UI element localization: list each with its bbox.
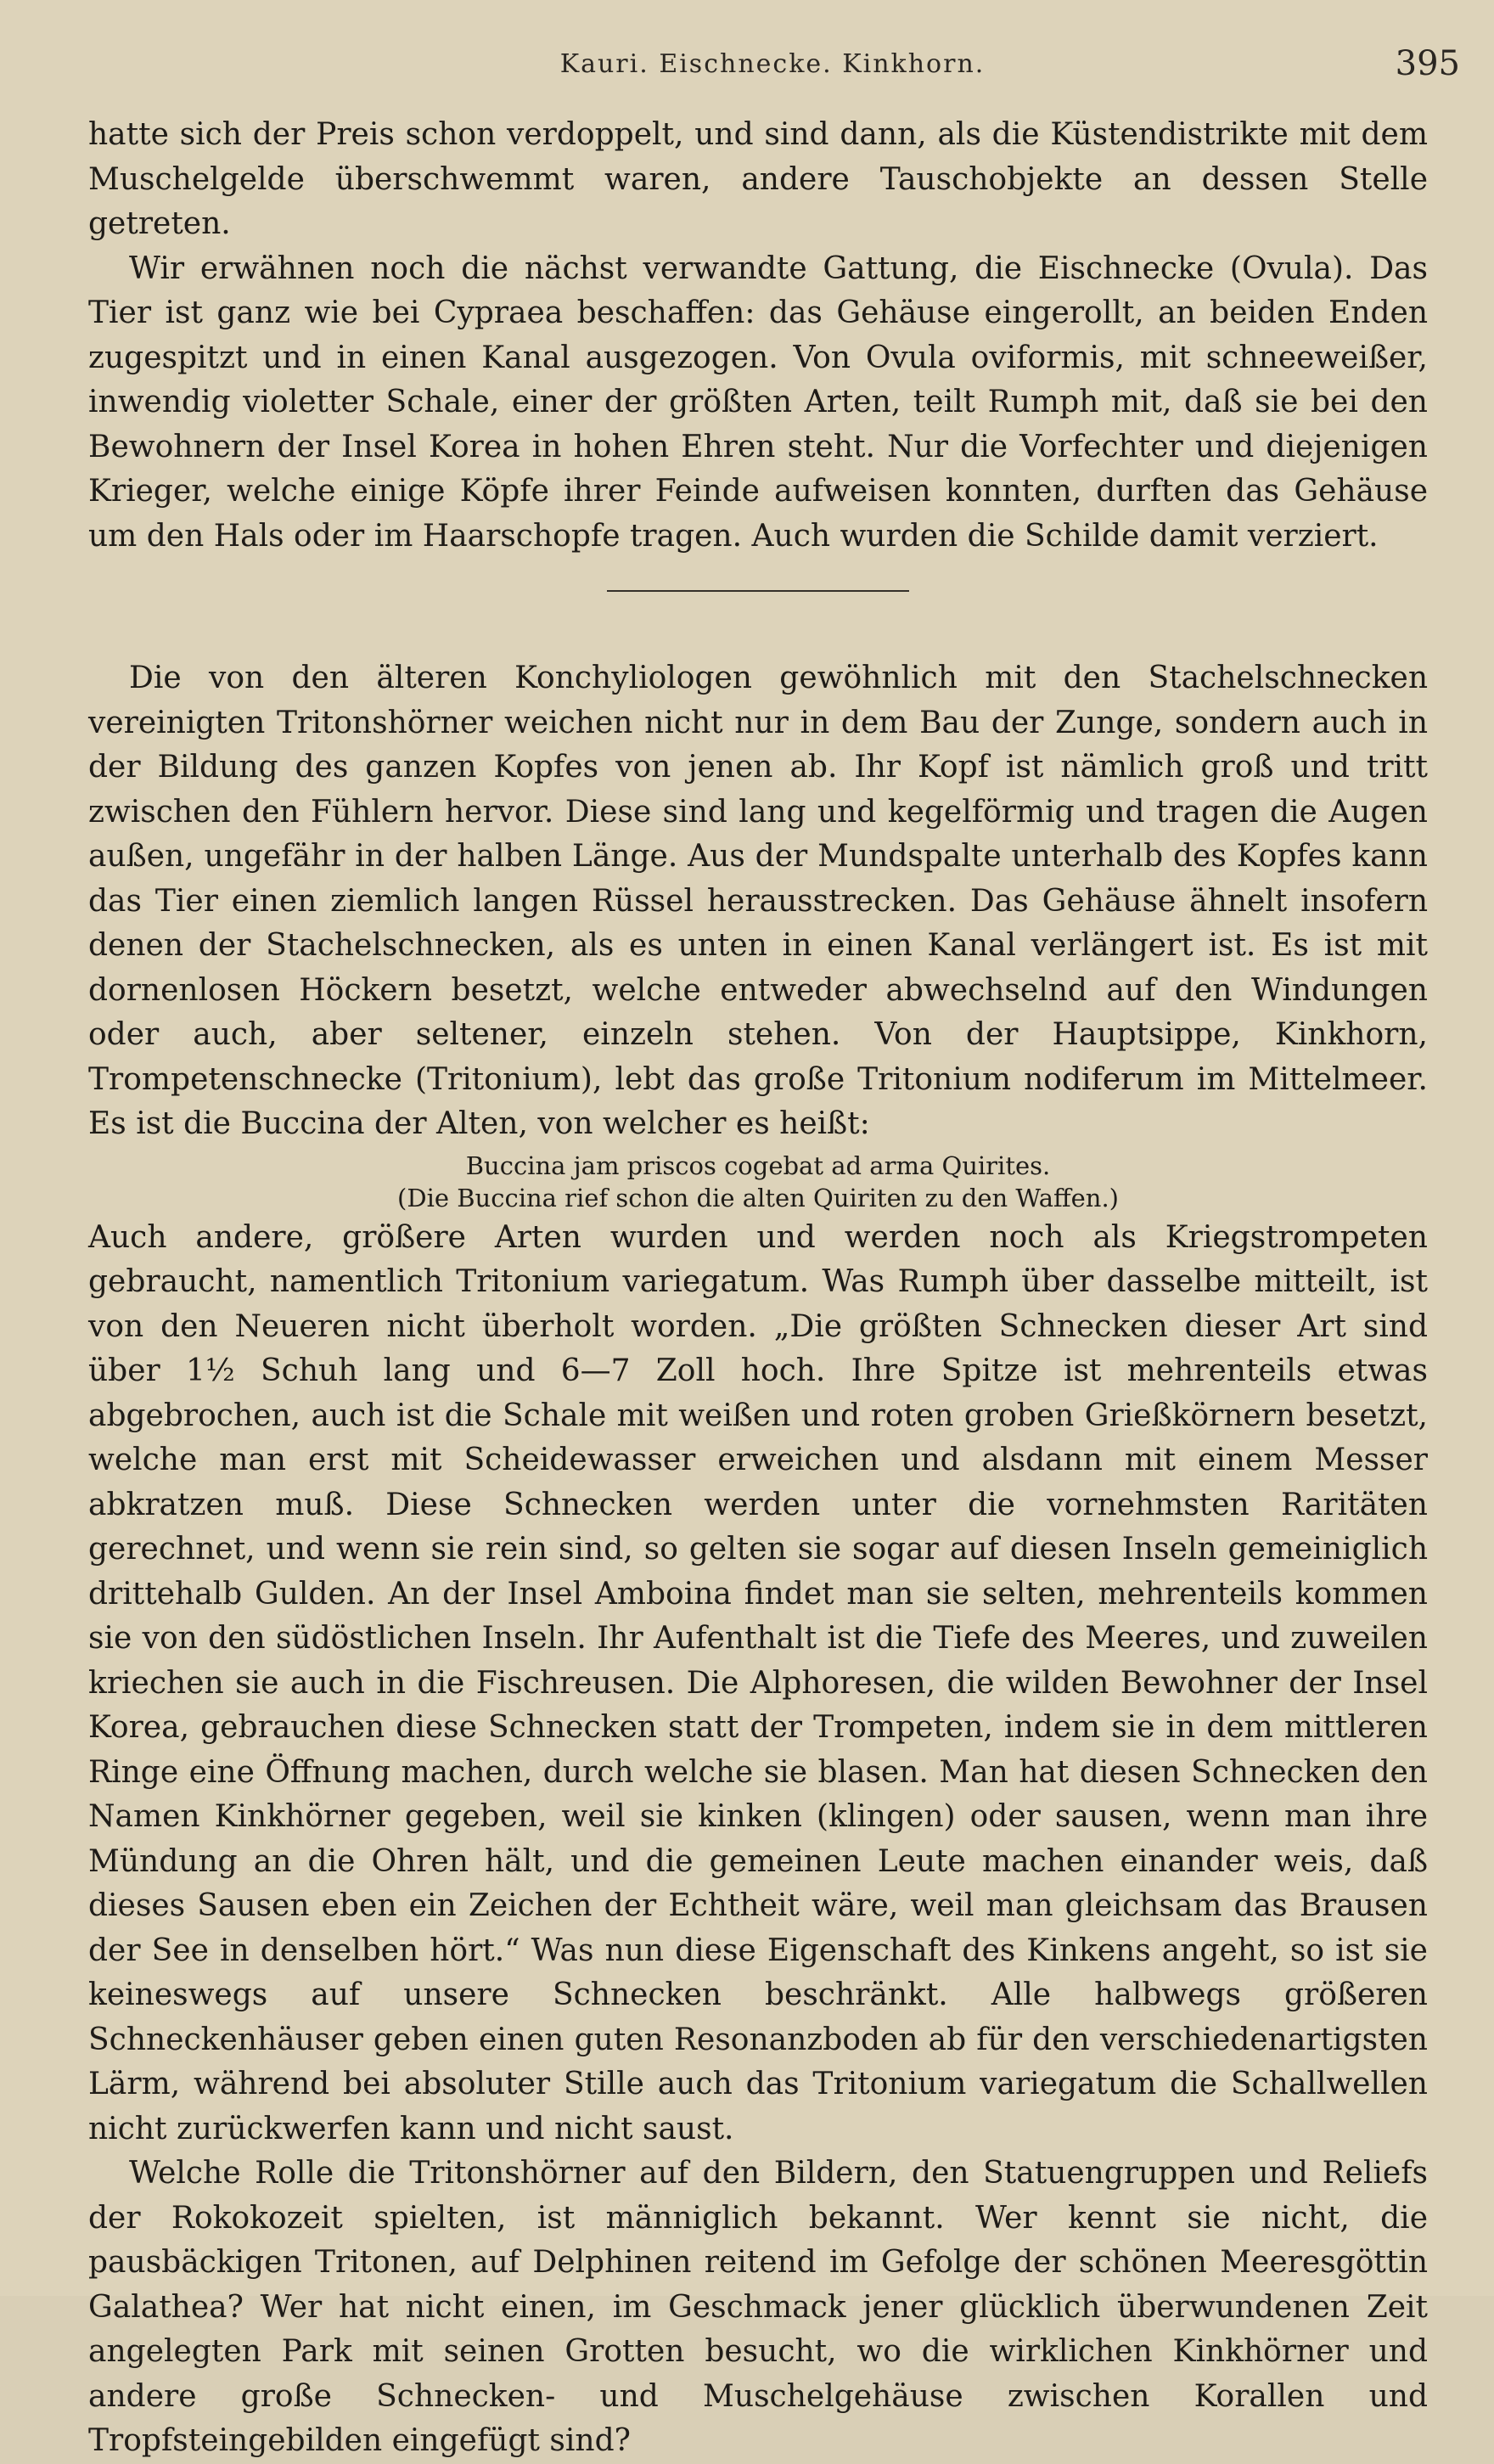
- paragraph-cowrie-money: hatte sich der Preis schon verdoppelt, und sind dann, als die Küstendistrikte mit dem Muschelgelde überschwemmt waren, andere Tauschobjekte an dessen Stelle getreten.: [88, 117, 1428, 241]
- paragraph-tritonshoerner: Die von den älteren Konchyliologen gewöhnlich mit den Stachelschnecken vereinigten Tritonshörner weichen nicht nur in dem Bau der Zunge, sondern auch in der Bildung des ganzen Kopfes von jenen ab. Ihr Kopf ist nämlich groß und tritt zwischen den Fühlern hervor. Diese sind lang und kegelförmig und tragen die Augen außen, ungefähr in der halben Länge. Aus der Mundspalte unterhalb des Kopfes kann das Tier einen ziemlich langen Rüssel herausstrecken. Das Gehäuse ähnelt insofern denen der Stachelschnecken, als es unten in einen Kanal verlängert ist. Es ist mit dornenlosen Höckern besetzt, welche entweder abwechselnd auf den Windungen oder auch, aber seltener, einzeln stehen. Von der Hauptsippe, Kinkhorn, Trompetenschnecke (Tritonium), lebt das große Tritonium nodiferum im Mittelmeer. Es ist die Buccina der Alten, von welcher es heißt:: [88, 661, 1428, 1141]
- quote-latin: Buccina jam priscos cogebat ad arma Quirites.: [465, 1150, 1051, 1180]
- paragraph-kriegstrompeten: Auch andere, größere Arten wurden und werden noch als Kriegstrompeten gebraucht, namentlich Tritonium variegatum. Was Rumph über dasselbe mitteilt, ist von den Neueren nicht überholt worden. „Die größten Schnecken dieser Art sind über 1½ Schuh lang und 6—7 Zoll hoch. Ihre Spitze ist mehrenteils etwas abgebrochen, auch ist die Schale mit weißen und roten groben Grießkörnern besetzt, welche man erst mit Scheidewasser erweichen und alsdann mit einem Messer abkratzen muß. Diese Schnecken werden unter die vornehmsten Raritäten gerechnet, und wenn sie rein sind, so gelten sie sogar auf diesen Inseln gemeiniglich drittehalb Gulden. An der Insel Amboina findet man sie selten, mehrenteils kommen sie von den südöstlichen Inseln. Ihr Aufenthalt ist die Tiefe des Meeres, und zuweilen kriechen sie auch in die Fischreusen. Die Alphoresen, die wilden Bewohner der Insel Korea, gebrauchen diese Schnecken statt der Trompeten, indem sie in dem mittleren Ringe eine Öffnung machen, durch welche sie blasen. Man hat diesen Schnecken den Namen Kinkhörner gegeben, weil sie kinken (klingen) oder sausen, wenn man ihre Mündung an die Ohren hält, und die gemeinen Leute machen einander weis, daß dieses Sausen eben ein Zeichen der Echtheit wäre, weil man gleichsam das Brausen der See in denselben hört.“ Was nun diese Eigenschaft des Kinkens angeht, so ist sie keineswegs auf unsere Schnecken beschränkt. Alle halbwegs größeren Schneckenhäuser geben einen guten Resonanzboden ab für den verschiedenartigsten Lärm, während bei absoluter Stille auch das Tritonium variegatum die Schallwellen nicht zurückwerfen kann und nicht saust.: [88, 1219, 1428, 2146]
- running-head: Kauri. Eischnecke. Kinkhorn.: [559, 49, 986, 79]
- page-number: 395: [1395, 44, 1460, 83]
- section-divider: [607, 590, 909, 592]
- paragraph-rokoko: Welche Rolle die Tritonshörner auf den Bildern, den Statuengruppen und Reliefs der Rokokozeit spielten, ist männiglich bekannt. Wer kennt sie nicht, die pausbäckigen Tritonen, auf Delphinen reitend im Gefolge der schönen Meeresgöttin Galathea? Wer hat nicht einen, im Geschmack jener glücklich überwundenen Zeit angelegten Park mit seinen Grotten besucht, wo die wirklichen Kinkhörner und andere große Schnecken- und Muschelgehäuse zwischen Korallen und Tropfsteingebilden eingefügt sind?: [88, 2156, 1428, 2458]
- page-header: [85, 44, 1460, 95]
- quote-german: (Die Buccina rief schon die alten Quiriten zu den Waffen.): [397, 1183, 1119, 1212]
- paragraph-ovula: Wir erwähnen noch die nächst verwandte Gattung, die Eischnecke (Ovula). Das Tier ist ganz wie bei Cypraea beschaffen: das Gehäuse eingerollt, an beiden Enden zugespitzt und in einen Kanal ausgezogen. Von Ovula oviformis, mit schneeweißer, inwendig violetter Schale, einer der größten Arten, teilt Rumph mit, daß sie bei den Bewohnern der Insel Korea in hohen Ehren steht. Nur die Vorfechter und diejenigen Krieger, welche einige Köpfe ihrer Feinde aufweisen konnten, durften das Gehäuse um den Hals oder im Haarschopfe tragen. Auch wurden die Schilde damit verziert.: [88, 250, 1428, 554]
- text-body: [88, 113, 1428, 2464]
